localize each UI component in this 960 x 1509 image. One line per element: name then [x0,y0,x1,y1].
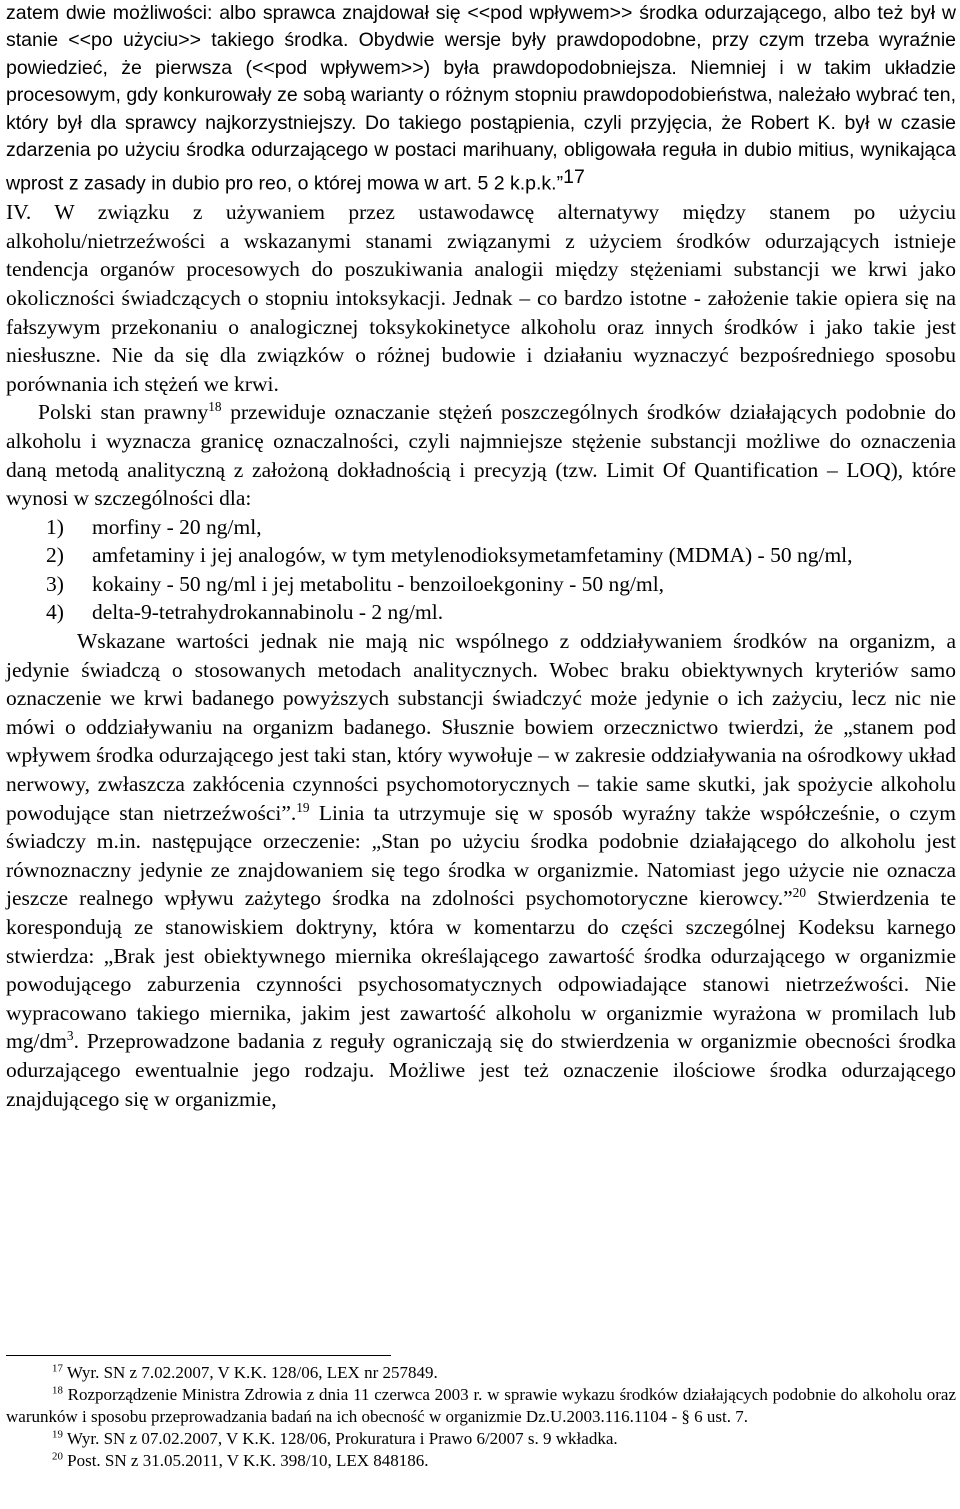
footnote-19 [6,1428,956,1450]
footnote-ref-18: 18 [208,399,222,415]
paragraph-3-text-a: Polski stan prawny [38,400,209,425]
paragraph-1 [6,0,956,198]
footnote-text: Wyr. SN z 7.02.2007, V K.K. 128/06, LEX nr 257849. [62,1363,438,1382]
footnote-number: 19 [52,1428,63,1441]
paragraph-4 [6,627,956,1113]
paragraph-2: IV. W związku z używaniem przez ustawodawcę alternatywy między stanem po użyciu alkoholu/nietrzeźwości a wskazanymi stanami związanymi z użyciem środków odurzających istnieje tendencja organów procesowych do poszukiwania analogii między stężeniami substancji we krwi jako okoliczności świadczących o stopniu intoksykacji. Jednak – co bardzo istotne - założenie takie opiera się na fałszywym przekonaniu o analogicznej toksykokinetyce alkoholu oraz innych środków i jako takie jest niesłuszne. Nie da się dla związków o różnej budowie i działaniu wyznaczyć bezpośredniego sposobu porównania ich stężeń we krwi. [6,200,956,396]
list-item [6,513,956,542]
footnote-ref-19: 19 [296,799,310,815]
footnote-20 [6,1450,956,1472]
list-item [6,598,956,627]
list-item-text: amfetaminy i jej analogów, w tym metylenodioksymetamfetaminy (MDMA) - 50 ng/ml, [92,543,853,568]
footnote-17 [6,1362,956,1384]
paragraph-1-text: zatem dwie możliwości: albo sprawca znajdował się <<pod wpływem>> środka odurzającego, albo też był w stanie <<po użyciu>> takiego środka. Obydwie wersje były prawdopodobne, przy czym trzeba wyraźnie powiedzieć, że pierwsza (<<pod wpływem>>) była prawdopodobniejsza. Niemniej i w takim układzie procesowym, gdy konkurowały ze sobą warianty o różnym stopniu prawdopodobieństwa, należało wybrać ten, który był dla sprawcy najkorzystniejszy. Do takiego postąpienia, czyli przyjęcia, że Robert K. był w czasie zdarzenia po użyciu środka odurzającego w postaci marihuany, obligowała reguła in dubio mitius, wynikająca wprost z zasady in dubio pro reo, o której mowa w art. 5 2 k.p.k. [6,2,956,195]
footnote-text: Rozporządzenie Ministra Zdrowia z dnia 11 czerwca 2003 r. w sprawie wykazu środków działających podobnie do alkoholu oraz warunków i sposobu przeprowadzania badań na ich obecność w organizmie Dz.U.2003.116.1104 - § 6 ust. 7. [6,1385,956,1426]
paragraph-1-closing-quote: ” [556,172,564,195]
list-item [6,570,956,599]
list-item-number: 3) [46,571,64,596]
list-item-number: 2) [46,543,64,568]
list-item-text: kokainy - 50 ng/ml i jej metabolitu - benzoiloekgoniny - 50 ng/ml, [92,571,665,596]
substance-list [6,513,956,627]
footnote-text: Post. SN z 31.05.2011, V K.K. 398/10, LEX 848186. [62,1451,429,1470]
paragraph-3 [6,398,956,512]
paragraph-4-text-d: . Przeprowadzone badania z reguły ograniczają się do stwierdzenia w organizmie obecności środka odurzającego ewentualnie jego rodzaju. Możliwe jest też oznaczenie ilościowe środka odurzającego znajdującego się w organizmie, [6,1029,956,1111]
footnote-ref-17: 17 [563,166,585,189]
superscript-3: 3 [66,1028,74,1044]
footnotes [6,1355,956,1472]
paragraph-4-text-b: Linia ta utrzymuje się w sposób wyraźny także współcześnie, o czym świadczy m.in. następujące orzeczenie: „Stan po użyciu środka podobnie działającego do alkoholu jest równoznaczny jedynie ze znajdowaniem się tego środka w organizmie. Natomiast jego użycie nie oznacza jeszcze realnego wpływu zażytego środka na zdolności psychomotoryczne kierowcy.” [6,800,956,911]
footnote-number: 18 [52,1384,63,1397]
document-page [6,0,956,1113]
footnote-ref-20: 20 [792,885,806,901]
list-item-text: delta-9-tetrahydrokannabinolu - 2 ng/ml. [92,600,444,625]
footnote-number: 20 [52,1450,63,1463]
list-item-number: 1) [46,514,64,539]
paragraph-3-text-b: przewiduje oznaczanie stężeń poszczególnych środków działających podobnie do alkoholu i wyznacza granicę oznaczalności, czyli najmniejsze stężenie substancji możliwe do oznaczenia daną metodą analityczną z założoną dokładnością i precyzją (tzw. Limit Of Quantification – LOQ), które wynosi w szczególności dla: [6,400,956,511]
footnote-18 [6,1384,956,1428]
footnote-number: 17 [52,1362,63,1375]
list-item-number: 4) [46,600,64,625]
list-item [6,541,956,570]
footnote-text: Wyr. SN z 07.02.2007, V K.K. 128/06, Prokuratura i Prawo 6/2007 s. 9 wkładka. [62,1429,618,1448]
paragraph-4-text-c: Stwierdzenia te korespondują ze stanowiskiem doktryny, która w komentarzu do części szczególnej Kodeksu karnego stwierdza: „Brak jest obiektywnego miernika określającego zawartość środka odurzającego w organizmie powodującego zaburzenia czynności psychosomatycznych odpowiadające stanowi nietrzeźwości. Nie wypracowano takiego miernika, jakim jest zawartość alkoholu w organizmie wyrażona w promilach lub mg/dm [6,886,956,1054]
footnote-separator [6,1355,391,1356]
list-item-text: morfiny - 20 ng/ml, [92,514,262,539]
paragraph-4-text-a: Wskazane wartości jednak nie mają nic wspólnego z oddziaływaniem środków na organizm, a jedynie świadczą o stosowanych metodach analitycznych. Wobec braku obiektywnych kryteriów samo oznaczenie we krwi badanego powyższych substancji świadczyć może jedynie o ich zażyciu, lecz nic nie mówi o oddziaływaniu na organizm badanego. Słusznie bowiem orzecznictwo twierdzi, że „stanem pod wpływem środka odurzającego jest taki stan, który wywołuje – w zakresie oddziaływania na ośrodkowy układ nerwowy, zwłaszcza zakłócenia czynności psychomotorycznych – takie same skutki, jak spożycie alkoholu powodujące stan nietrzeźwości”. [6,629,956,825]
